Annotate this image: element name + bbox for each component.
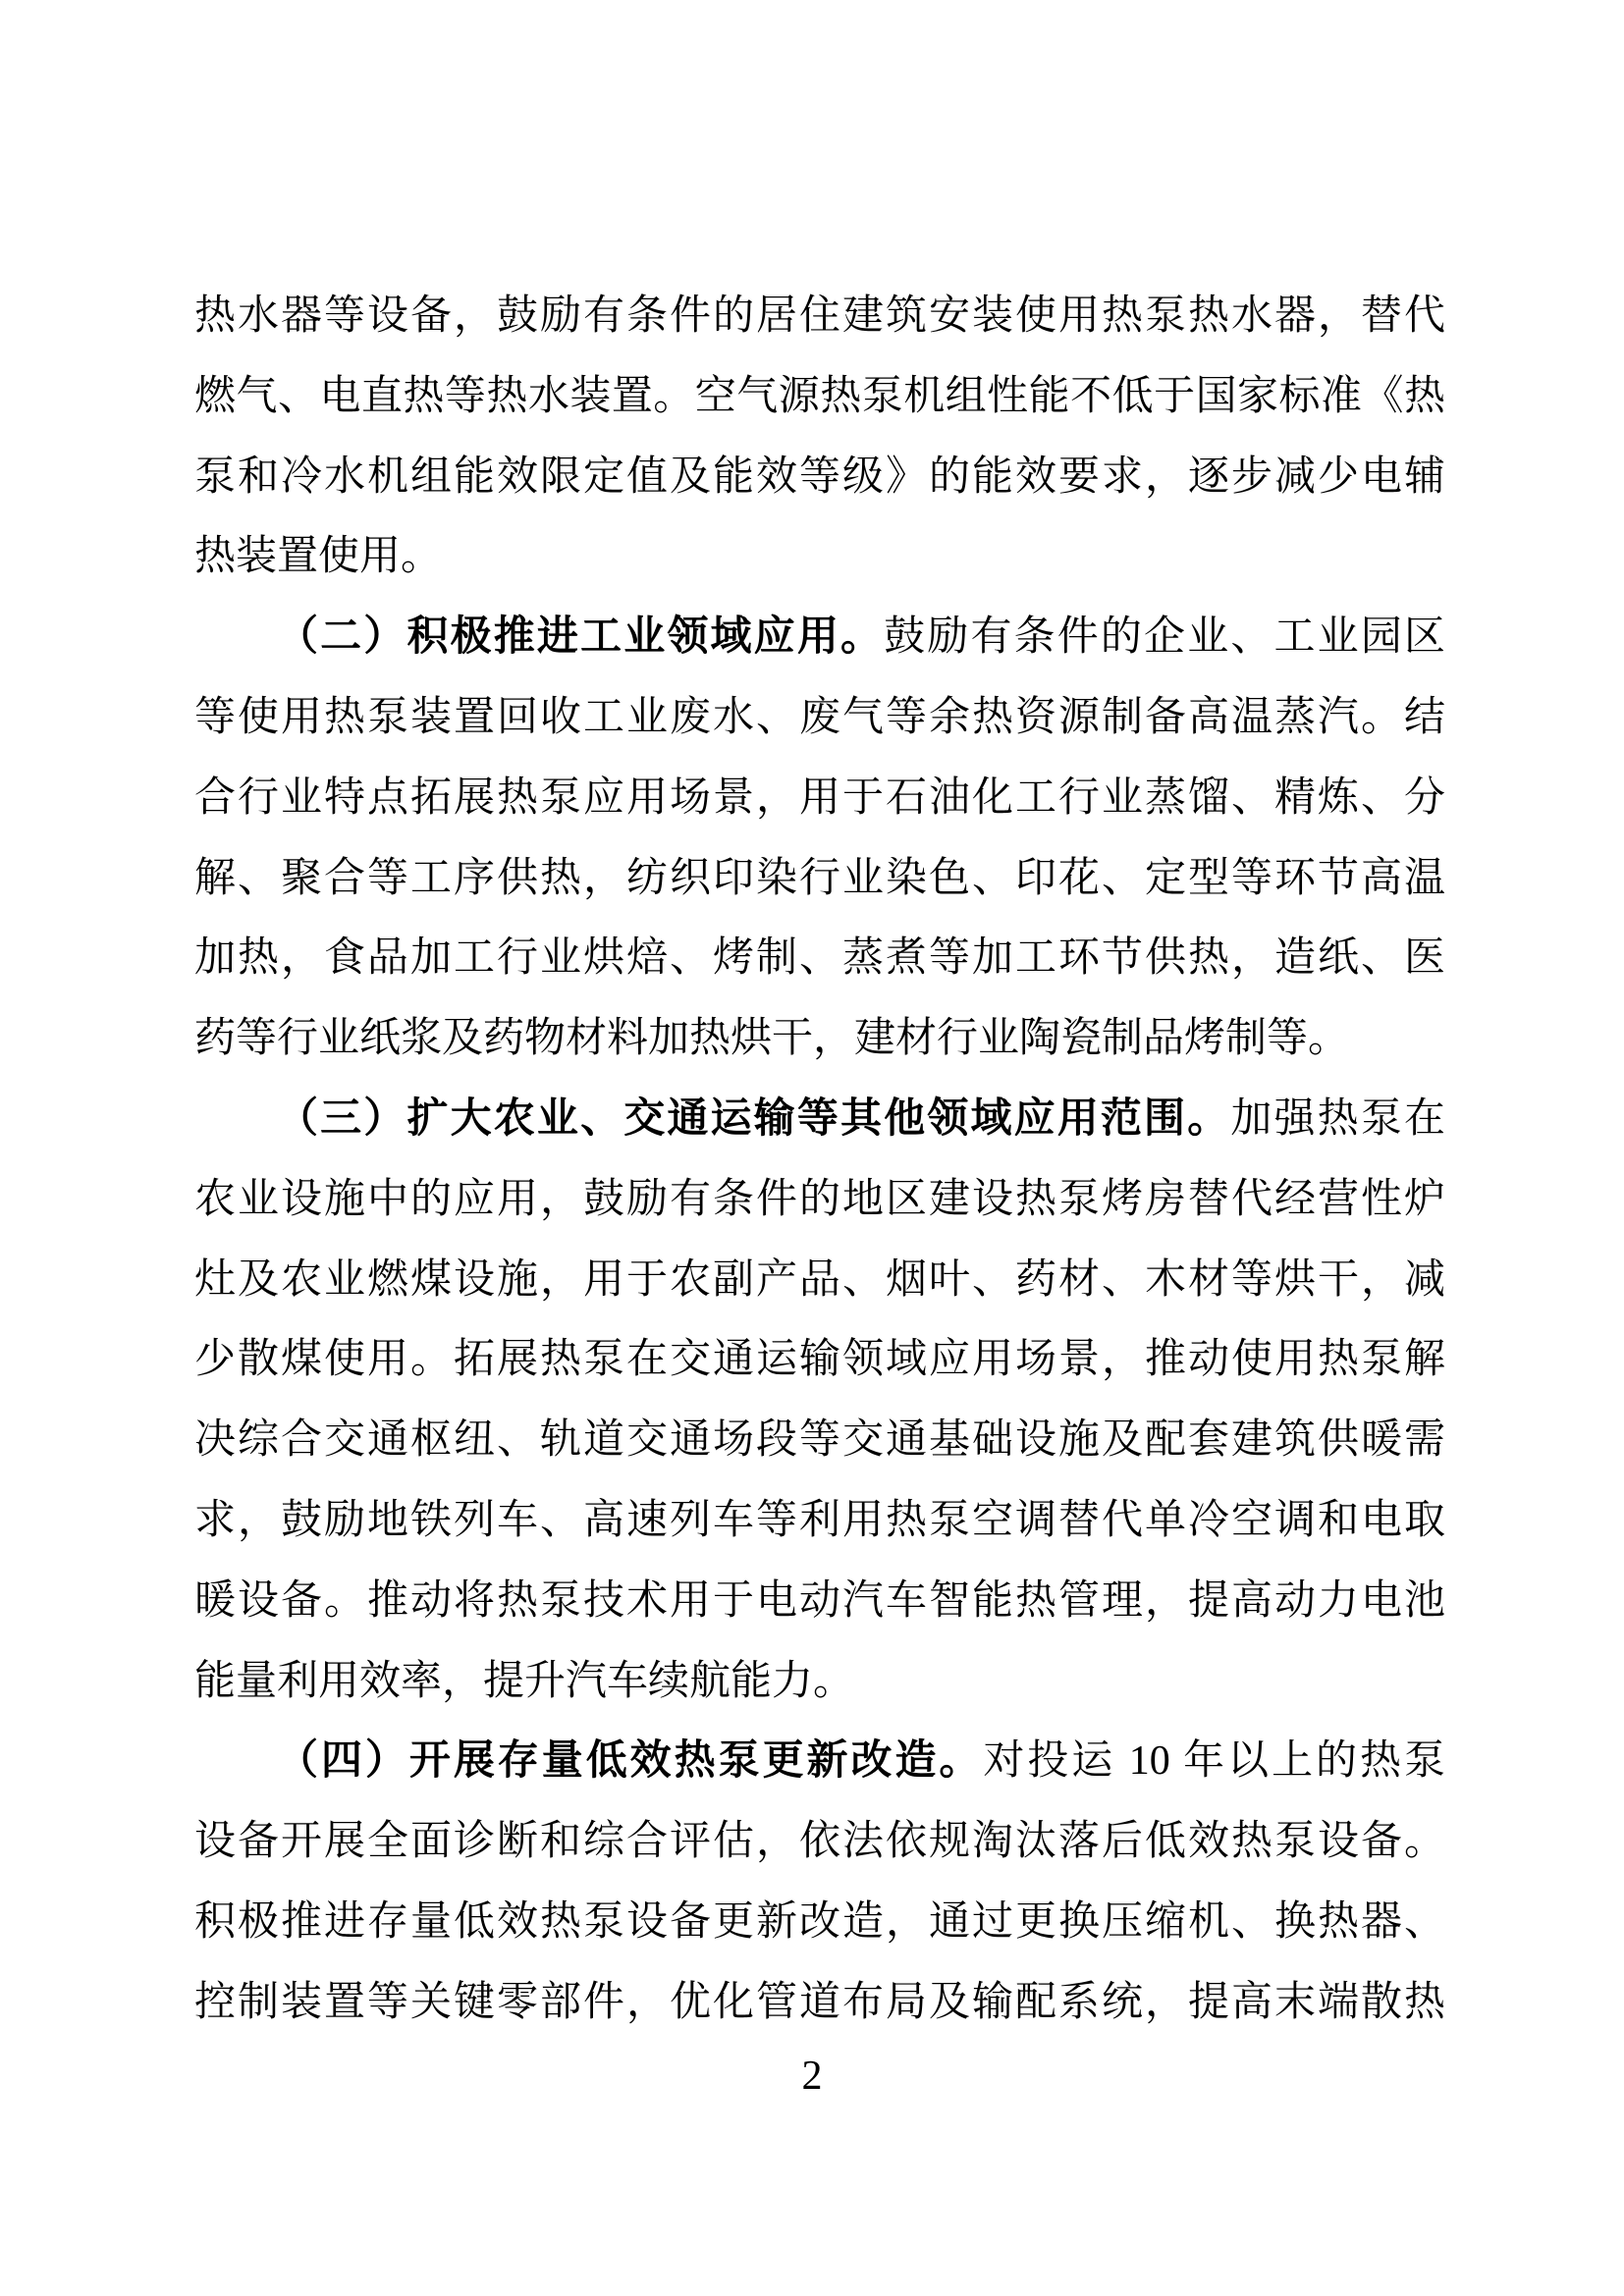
body-text-run: 能量利用效率，提升汽车续航能力。 xyxy=(194,1658,855,1704)
body-text-run: 加热，食品加工行业烘焙、烤制、蒸煮等加工环节供热，造纸、医 xyxy=(194,935,1445,982)
body-text-run: 等使用热泵装置回收工业废水、废气等余热资源制备高温蒸汽。结 xyxy=(194,694,1445,740)
text-line xyxy=(194,598,1445,678)
section-heading-run: （四）开展存量低效热泵更新改造。 xyxy=(277,1738,984,1785)
text-line xyxy=(194,1562,1445,1642)
text-line xyxy=(194,759,1445,839)
body-text-run: 热装置使用。 xyxy=(194,534,443,580)
text-line xyxy=(194,517,1445,598)
body-text-run: 热水器等设备，鼓励有条件的居住建筑安装使用热泵热水器，替代 xyxy=(194,294,1445,339)
body-text-run: 合行业特点拓展热泵应用场景，用于石油化工行业蒸馏、精炼、分 xyxy=(194,774,1445,821)
body-text-run: 控制装置等关键零部件，优化管道布局及输配系统，提高末端散热 xyxy=(194,1979,1445,2025)
text-line xyxy=(194,678,1445,759)
text-line xyxy=(194,1722,1445,1802)
text-line xyxy=(194,1642,1445,1723)
body-text-run: 鼓励有条件的企业、工业园区 xyxy=(884,614,1445,661)
document-body xyxy=(194,277,1445,2044)
body-text-run: 燃气、电直热等热水装置。空气源热泵机组性能不低于国家标准《热 xyxy=(194,373,1445,419)
text-line xyxy=(194,1160,1445,1241)
text-line xyxy=(194,999,1445,1080)
body-text-run: 对投运 10 年以上的热泵 xyxy=(983,1738,1445,1785)
body-text-run: 泵和冷水机组能效限定值及能效等级》的能效要求，逐步减少电辅 xyxy=(194,454,1445,500)
text-line xyxy=(194,1241,1445,1321)
body-text-run: 药等行业纸浆及药物材料加热烘干，建材行业陶瓷制品烤制等。 xyxy=(194,1016,1350,1062)
section-heading-run: （三）扩大农业、交通运输等其他领域应用范围。 xyxy=(277,1095,1231,1142)
body-text-run: 加强热泵在 xyxy=(1230,1095,1445,1142)
body-text-run: 少散煤使用。拓展热泵在交通运输领域应用场景，推动使用热泵解 xyxy=(194,1337,1445,1383)
text-line xyxy=(194,357,1445,438)
text-line xyxy=(194,839,1445,920)
page-number: 2 xyxy=(801,2054,823,2099)
paragraph xyxy=(194,1722,1445,2043)
text-line xyxy=(194,1320,1445,1401)
text-line xyxy=(194,277,1445,357)
body-text-run: 解、聚合等工序供热，纺织印染行业染色、印花、定型等环节高温 xyxy=(194,855,1445,901)
body-text-run: 设备开展全面诊断和综合评估，依法依规淘汰落后低效热泵设备。 xyxy=(194,1819,1445,1865)
body-text-run: 求，鼓励地铁列车、高速列车等利用热泵空调替代单冷空调和电取 xyxy=(194,1497,1445,1543)
body-text-run: 暖设备。推动将热泵技术用于电动汽车智能热管理，提高动力电池 xyxy=(194,1577,1445,1624)
text-line xyxy=(194,1080,1445,1160)
text-line xyxy=(194,1802,1445,1883)
text-line xyxy=(194,919,1445,999)
body-text-run: 决综合交通枢纽、轨道交通场段等交通基础设施及配套建筑供暖需 xyxy=(194,1417,1445,1464)
text-line xyxy=(194,1963,1445,2044)
paragraph xyxy=(194,1080,1445,1722)
body-text-run: 积极推进存量低效热泵设备更新改造，通过更换压缩机、换热器、 xyxy=(194,1898,1445,1945)
body-text-run: 农业设施中的应用，鼓励有条件的地区建设热泵烤房替代经营性炉 xyxy=(194,1176,1445,1222)
text-line xyxy=(194,1883,1445,1963)
text-line xyxy=(194,1401,1445,1481)
section-heading-run: （二）积极推进工业领域应用。 xyxy=(277,614,885,661)
text-line xyxy=(194,438,1445,518)
body-text-run: 灶及农业燃煤设施，用于农副产品、烟叶、药材、木材等烘干，减 xyxy=(194,1256,1445,1303)
paragraph xyxy=(194,277,1445,598)
text-line xyxy=(194,1481,1445,1562)
paragraph xyxy=(194,598,1445,1080)
